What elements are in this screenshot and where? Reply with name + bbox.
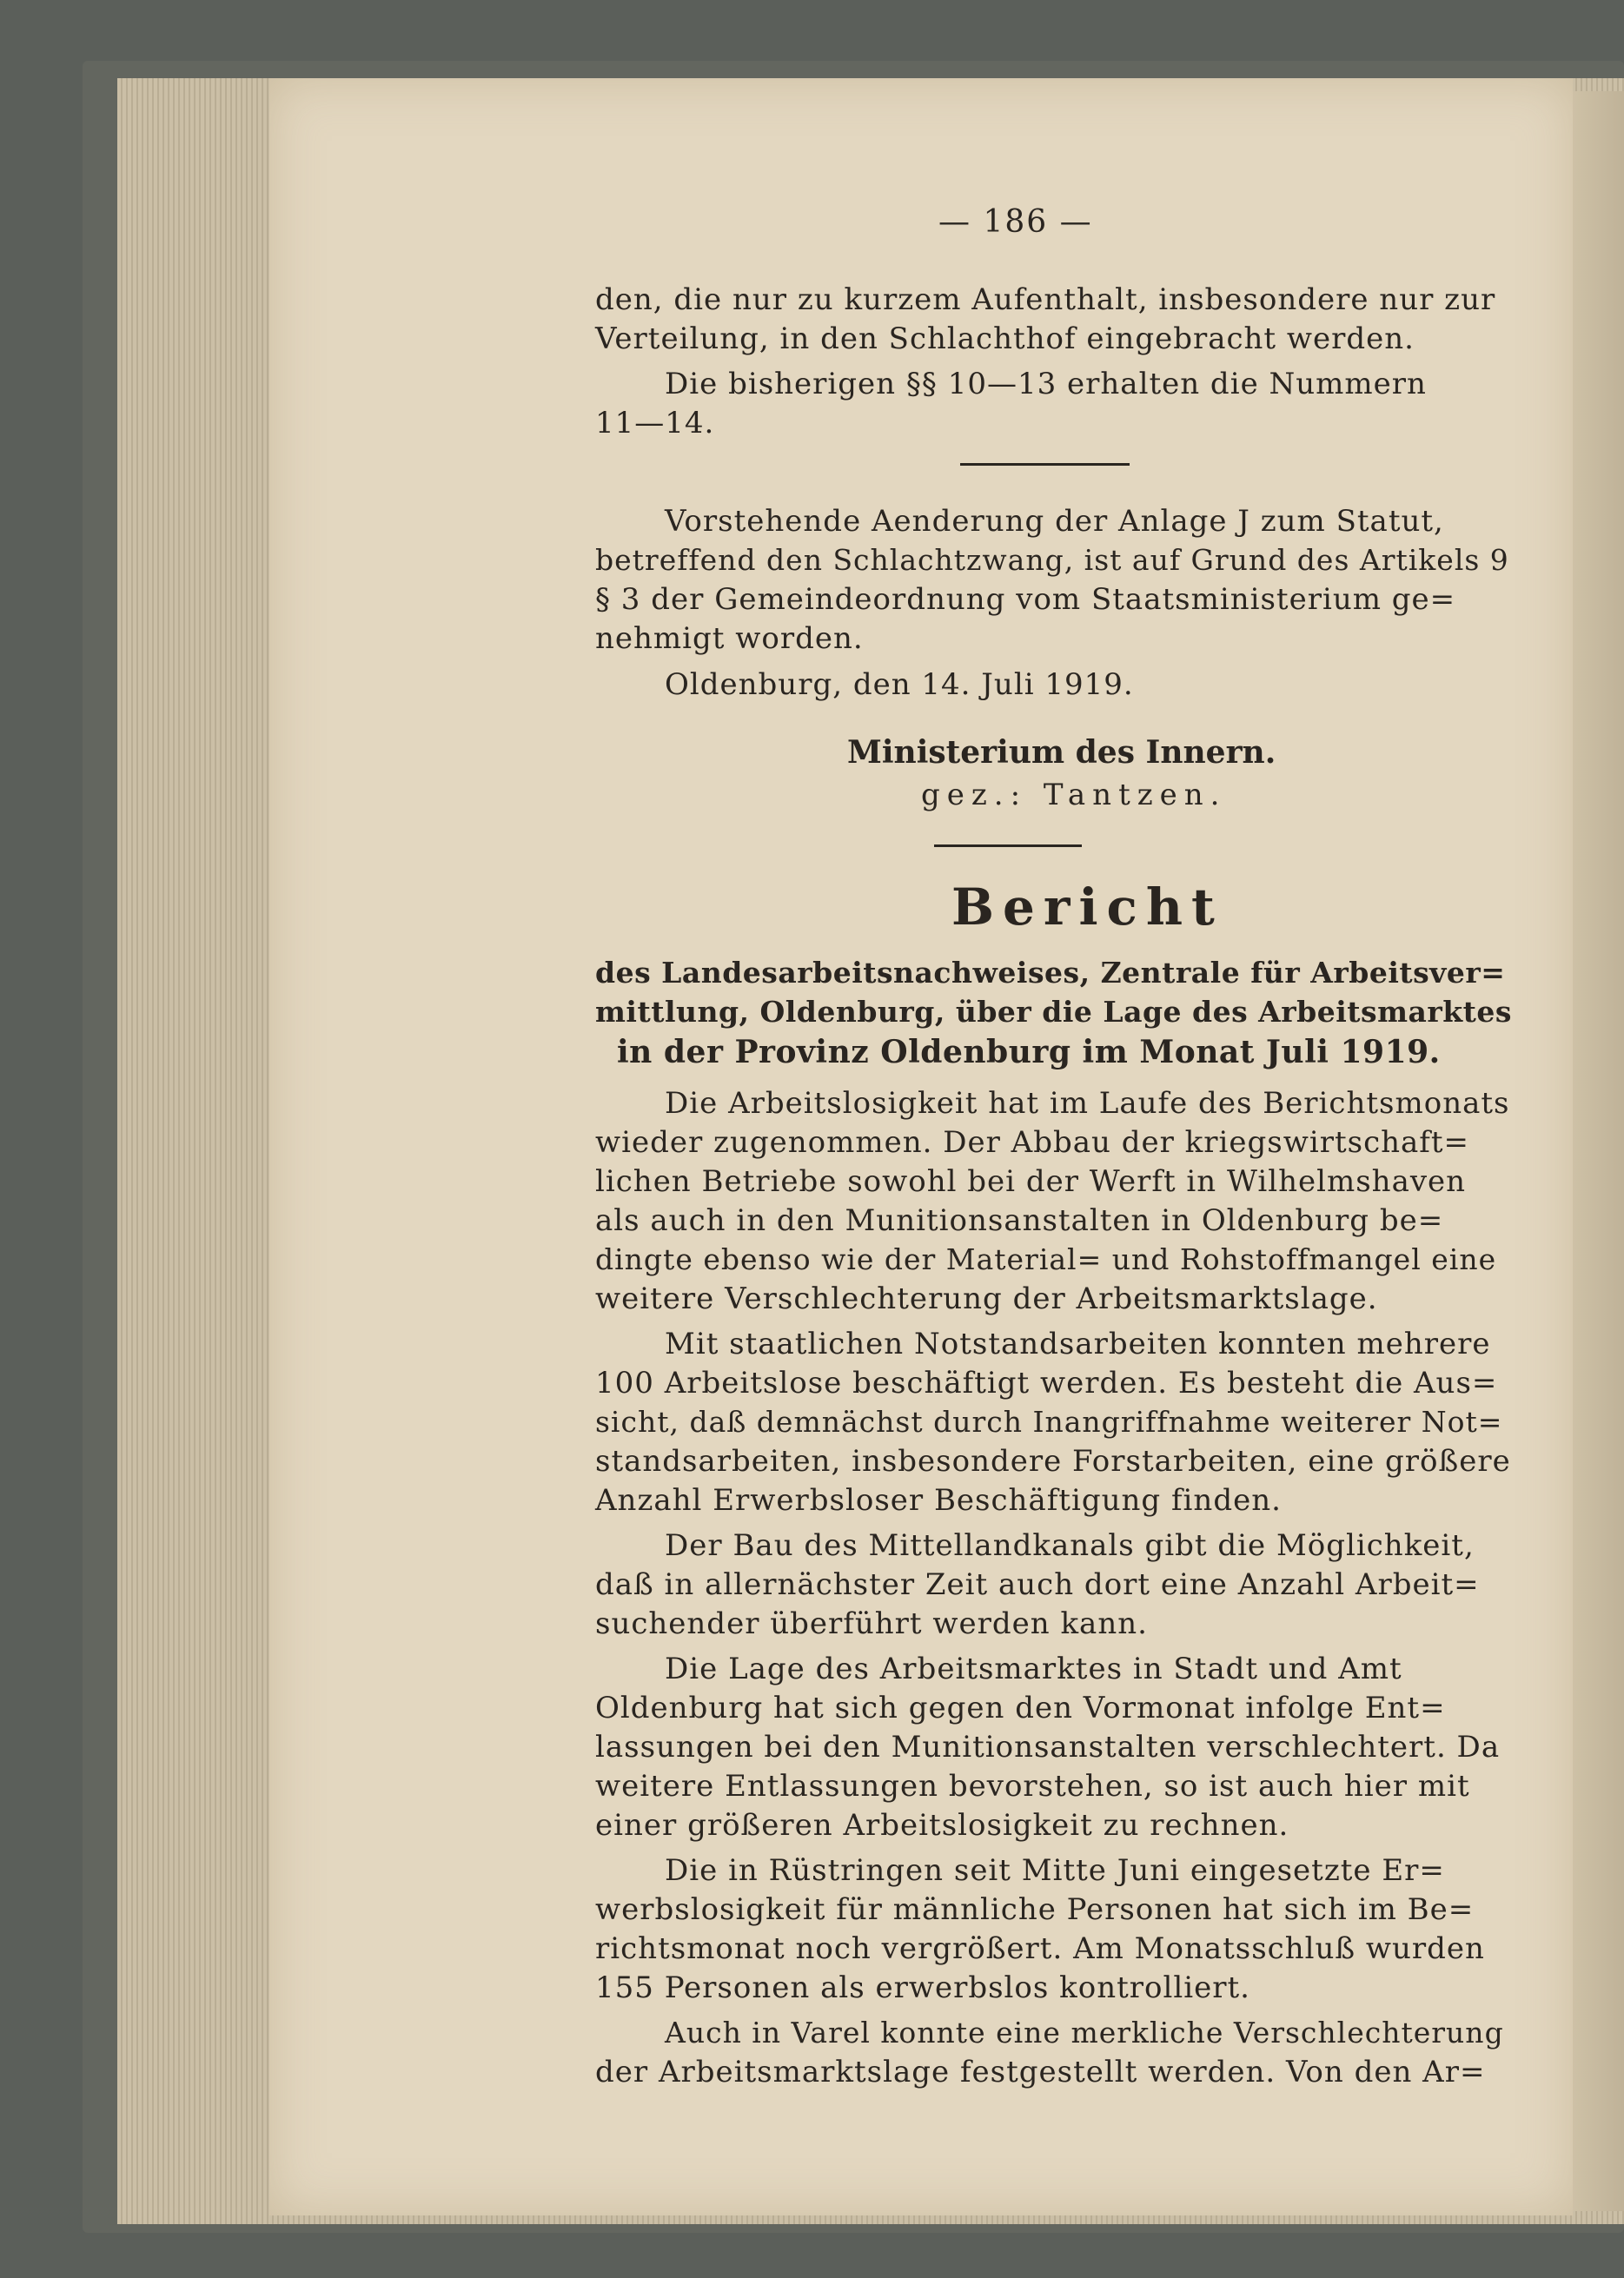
text-line: Oldenburg hat sich gegen den Vormonat infolge Ent=	[595, 1691, 1446, 1725]
text-line: sicht, daß demnächst durch Inangriffnahme weiterer Not=	[595, 1405, 1503, 1439]
page-number: — 186 —	[938, 204, 1093, 240]
text-line: Anzahl Erwerbsloser Beschäftigung finden.	[595, 1483, 1282, 1518]
text-line: Mit staatlichen Notstandsarbeiten konnten mehrere	[665, 1327, 1491, 1361]
text-line: lassungen bei den Munitionsanstalten verschlechtert. Da	[595, 1730, 1501, 1765]
text-line: Der Bau des Mittellandkanals gibt die Möglichkeit,	[665, 1528, 1475, 1563]
text-line: Die Lage des Arbeitsmarktes in Stadt und Amt	[665, 1652, 1402, 1686]
text-line: Die bisherigen §§ 10—13 erhalten die Nummern	[665, 367, 1427, 401]
text-line: Die Arbeitslosigkeit hat im Laufe des Berichtsmonats	[665, 1086, 1510, 1121]
ministry-name: Ministerium des Innern.	[847, 734, 1276, 771]
text-line: 11—14.	[595, 406, 715, 440]
report-subtitle-line: des Landesarbeitsnachweises, Zentrale für Arbeitsver=	[595, 956, 1506, 990]
book-page	[269, 78, 1573, 2215]
text-line: daß in allernächster Zeit auch dort eine Anzahl Arbeit=	[595, 1567, 1480, 1602]
separator-rule	[960, 463, 1130, 466]
text-line: den, die nur zu kurzem Aufenthalt, insbesondere nur zur	[595, 282, 1496, 317]
text-line: der Arbeitsmarktslage festgestellt werden. Von den Ar=	[595, 2055, 1486, 2089]
text-line: 100 Arbeitslose beschäftigt werden. Es besteht die Aus=	[595, 1366, 1498, 1401]
text-line: lichen Betriebe sowohl bei der Werft in Wilhelmshaven	[595, 1164, 1467, 1199]
text-line: suchender überführt werden kann.	[595, 1606, 1148, 1641]
text-line: Die in Rüstringen seit Mitte Juni eingesetzte Er=	[665, 1853, 1445, 1888]
text-line: einer größeren Arbeitslosigkeit zu rechnen.	[595, 1808, 1289, 1843]
text-line: Verteilung, in den Schlachthof eingebracht werden.	[595, 321, 1415, 356]
text-line: weitere Entlassungen bevorstehen, so ist auch hier mit	[595, 1769, 1470, 1804]
text-line: richtsmonat noch vergrößert. Am Monatsschluß wurden	[595, 1931, 1485, 1966]
text-line: als auch in den Munitionsanstalten in Oldenburg be=	[595, 1203, 1444, 1238]
text-line: werbslosigkeit für männliche Personen hat sich im Be=	[595, 1892, 1475, 1927]
report-subtitle-line: in der Provinz Oldenburg im Monat Juli 1919.	[617, 1034, 1441, 1070]
text-line: 155 Personen als erwerbslos kontrolliert.	[595, 1970, 1250, 2005]
text-line: dingte ebenso wie der Material= und Rohstoffmangel eine	[595, 1242, 1497, 1276]
text-line: nehmigt worden.	[595, 621, 864, 656]
text-line: Vorstehende Aenderung der Anlage J zum Statut,	[665, 504, 1444, 539]
place-date: Oldenburg, den 14. Juli 1919.	[665, 667, 1134, 702]
signature: gez.: Tantzen.	[921, 778, 1227, 812]
text-line: betreffend den Schlachtzwang, ist auf Grund des Artikels 9	[595, 543, 1509, 577]
report-title: Bericht	[951, 877, 1223, 937]
text-line: § 3 der Gemeindeordnung vom Staatsministerium ge=	[595, 582, 1456, 617]
report-subtitle-line: mittlung, Oldenburg, über die Lage des Arbeitsmarktes	[595, 995, 1512, 1029]
text-line: standsarbeiten, insbesondere Forstarbeiten, eine größere	[595, 1444, 1511, 1479]
text-line: weitere Verschlechterung der Arbeitsmarktslage.	[595, 1281, 1378, 1316]
separator-rule	[934, 844, 1082, 847]
text-line: Auch in Varel konnte eine merkliche Verschlechterung	[665, 2016, 1504, 2050]
text-line: wieder zugenommen. Der Abbau der kriegswirtschaft=	[595, 1125, 1470, 1160]
